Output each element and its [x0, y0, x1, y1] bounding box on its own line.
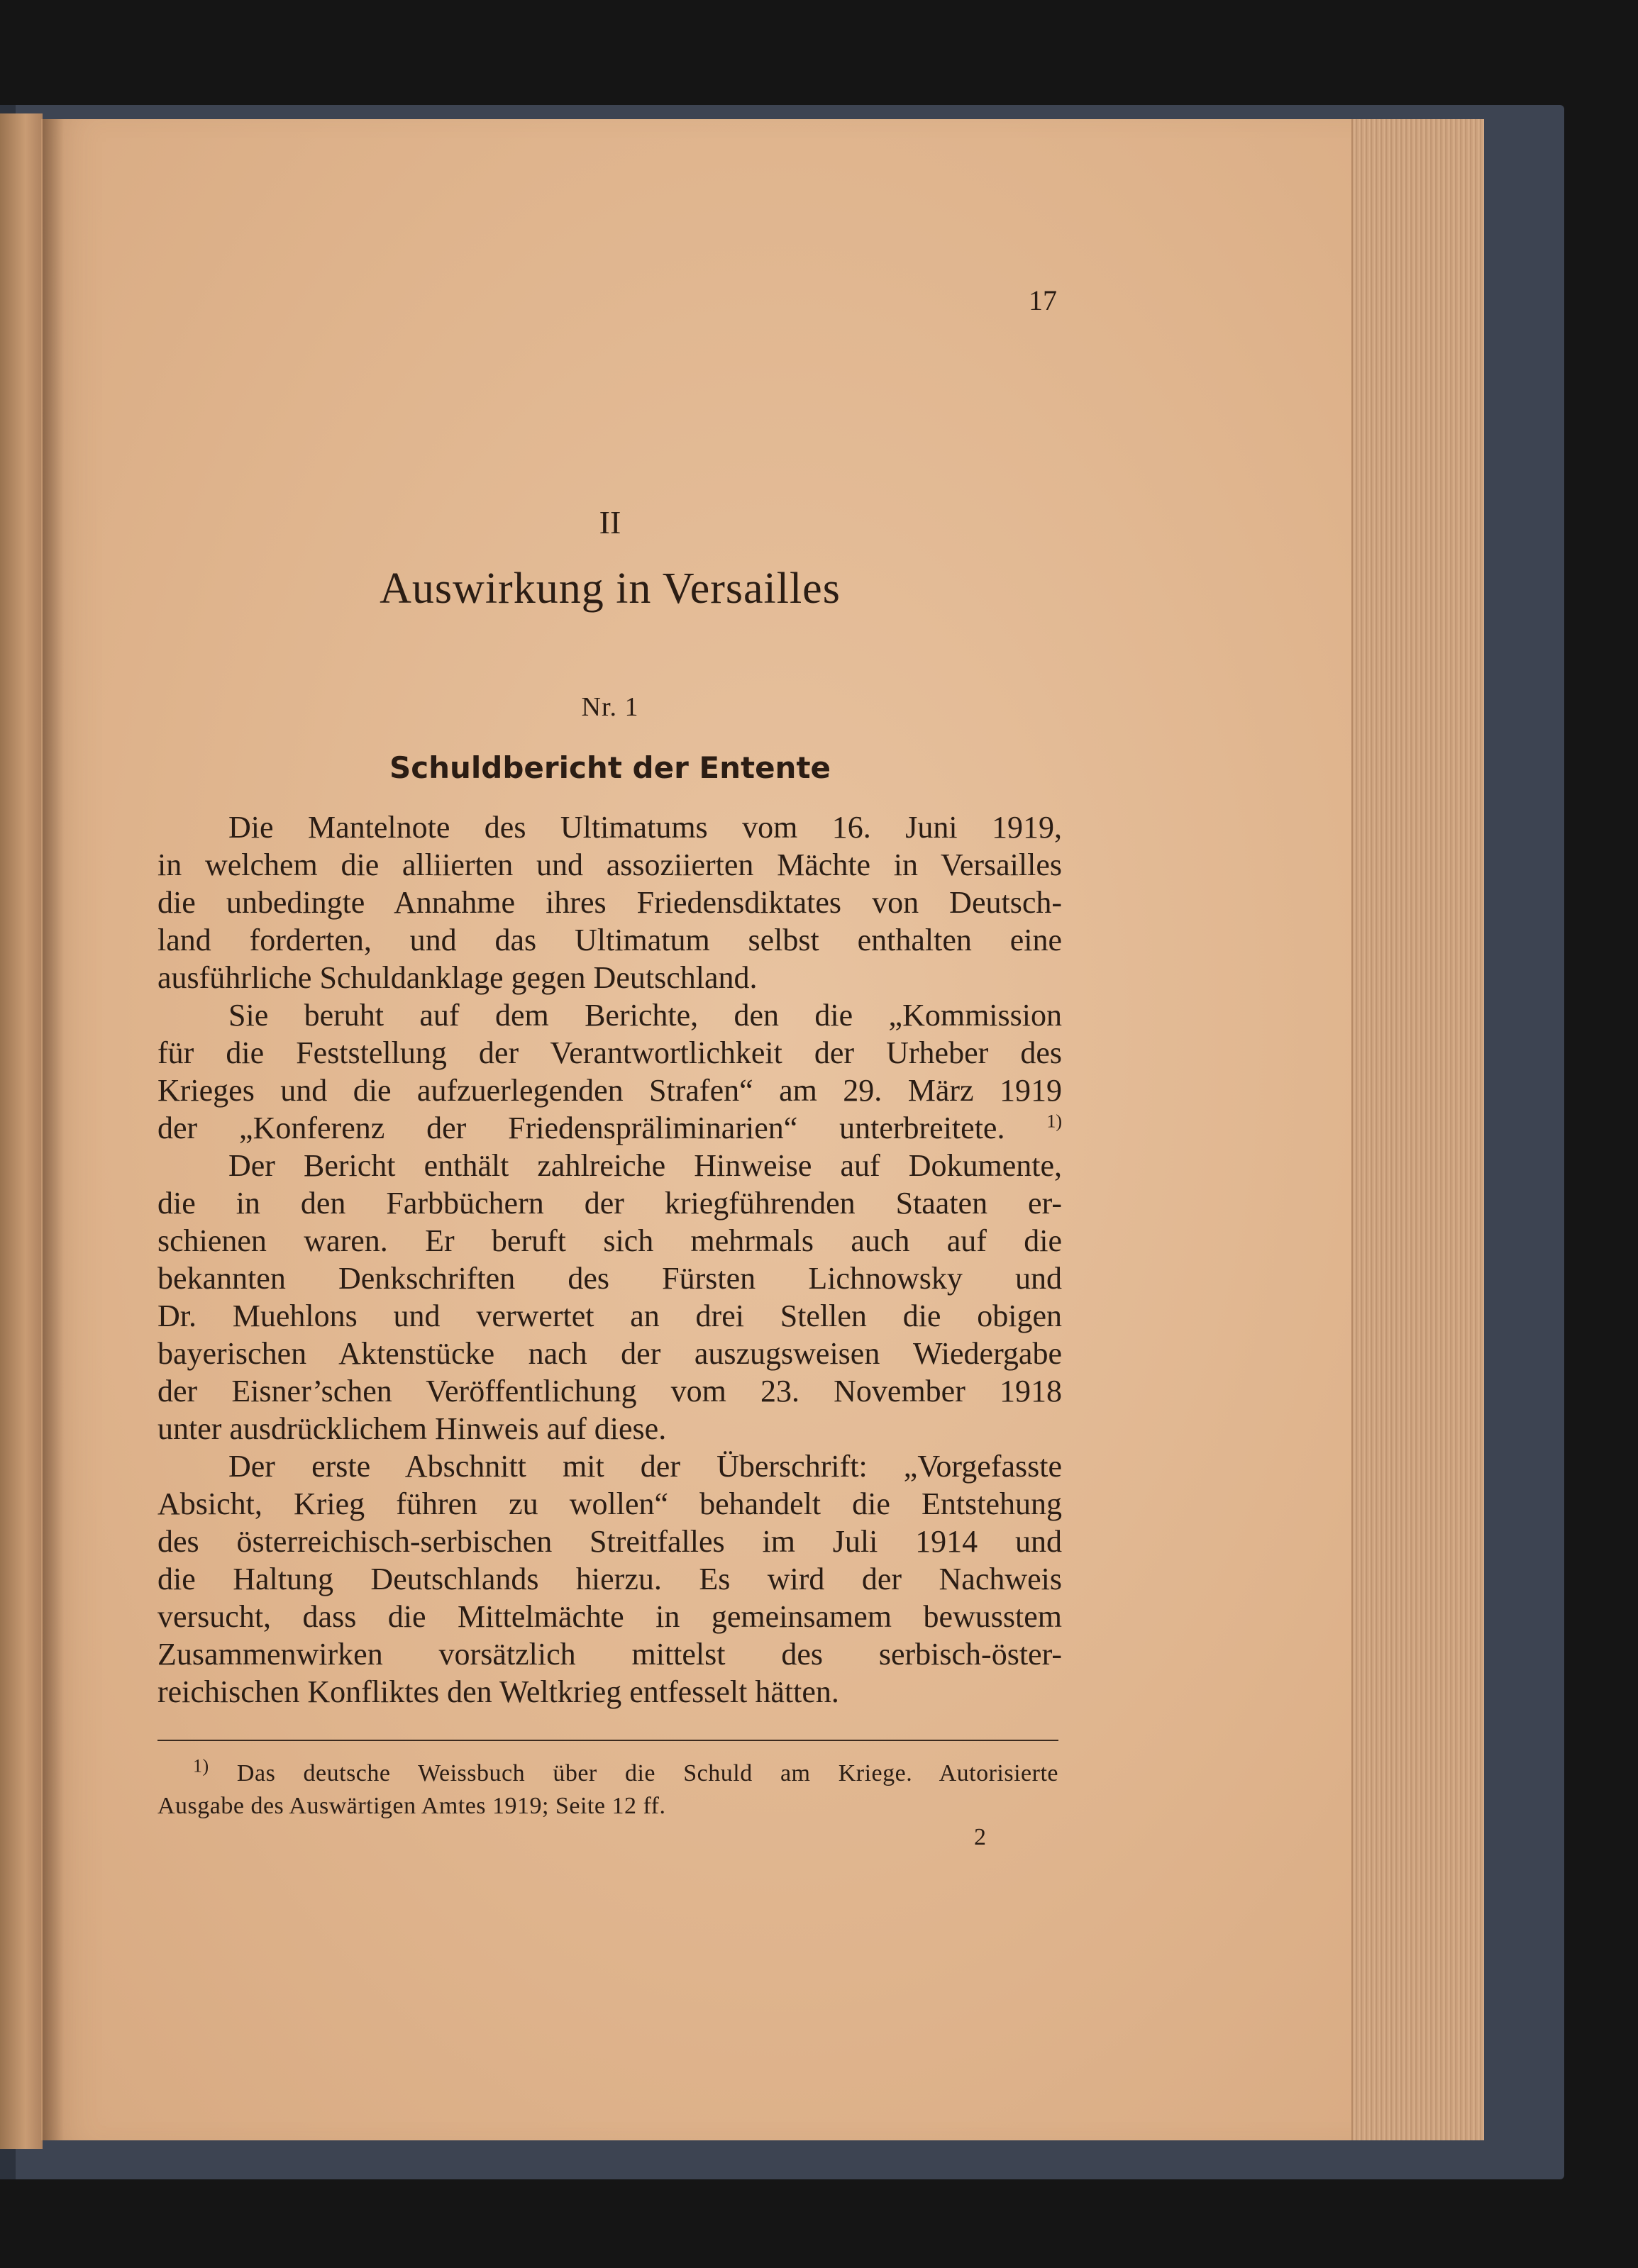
body-text	[157, 808, 1062, 1711]
body-line-text: der „Konferenz der Friedenspräliminarien“ unterbreitete.	[157, 1111, 1005, 1145]
footnote-divider	[157, 1740, 1058, 1741]
footnote-line	[157, 1757, 1058, 1790]
document-number: Nr. 1	[581, 692, 639, 722]
signature-mark: 2	[974, 1824, 986, 1850]
body-line: Krieges und die aufzuerlegenden Strafen“ am 29. März 1919	[157, 1073, 1062, 1108]
page-gutter-shadow	[43, 119, 64, 2140]
footnote	[157, 1757, 1058, 1823]
body-line: bekannten Denkschriften des Fürsten Lichnowsky und	[157, 1261, 1062, 1296]
body-line: der Eisner’schen Veröffentlichung vom 23. November 1918	[157, 1374, 1062, 1408]
section-title: Auswirkung in Versailles	[380, 565, 841, 613]
body-line: Sie beruht auf dem Berichte, den die „Kommission	[228, 998, 1062, 1033]
body-line: Der Bericht enthält zahlreiche Hinweise auf Dokumente,	[228, 1148, 1062, 1183]
body-line: Die Mantelnote des Ultimatums vom 16. Juni 1919,	[228, 810, 1062, 845]
body-line-with-footnote	[157, 1109, 1062, 1147]
body-line: schienen waren. Er beruft sich mehrmals auch auf die	[157, 1223, 1062, 1258]
body-line: für die Feststellung der Verantwortlichkeit der Urheber des	[157, 1035, 1062, 1070]
body-line: unter ausdrücklichem Hinweis auf diese.	[157, 1411, 667, 1446]
body-line: ausführliche Schuldanklage gegen Deutschland.	[157, 960, 758, 995]
body-line: Dr. Muehlons und verwertet an drei Stellen die obigen	[157, 1299, 1062, 1333]
document-heading: Schuldbericht der Entente	[389, 750, 831, 785]
footnote-text: Das deutsche Weissbuch über die Schuld am Kriege. Autorisierte	[236, 1760, 1058, 1786]
page-number: 17	[1029, 284, 1057, 316]
body-line: Absicht, Krieg führen zu wollen“ behandelt die Entstehung	[157, 1486, 1062, 1521]
body-line: land forderten, und das Ultimatum selbst enthalten eine	[157, 923, 1062, 957]
body-line: in welchem die alliierten und assoziierten Mächte in Versailles	[157, 847, 1062, 882]
section-numeral: II	[599, 504, 621, 540]
body-line: des österreichisch-serbischen Streitfalles im Juli 1914 und	[157, 1524, 1062, 1559]
body-line: Der erste Abschnitt mit der Überschrift: „Vorgefasste	[228, 1449, 1062, 1484]
body-line: reichischen Konfliktes den Weltkrieg entfesselt hätten.	[157, 1674, 839, 1709]
body-line: versucht, dass die Mittelmächte in gemeinsamem bewusstem	[157, 1599, 1062, 1634]
footnote-line: Ausgabe des Auswärtigen Amtes 1919; Seite 12 ff.	[157, 1793, 666, 1819]
footnote-marker: 1)	[193, 1755, 209, 1777]
body-line: die unbedingte Annahme ihres Friedensdiktates von Deutsch-	[157, 885, 1062, 920]
body-line: Zusammenwirken vorsätzlich mittelst des serbisch-öster-	[157, 1637, 1062, 1672]
body-line: bayerischen Aktenstücke nach der auszugsweisen Wiedergabe	[157, 1336, 1062, 1371]
body-line: die in den Farbbüchern der kriegführenden Staaten er-	[157, 1186, 1062, 1221]
body-line: die Haltung Deutschlands hierzu. Es wird der Nachweis	[157, 1562, 1062, 1596]
previous-page-edge	[0, 113, 43, 2149]
footnote-reference: 1)	[1046, 1111, 1062, 1132]
page-block-edges	[1351, 119, 1484, 2140]
